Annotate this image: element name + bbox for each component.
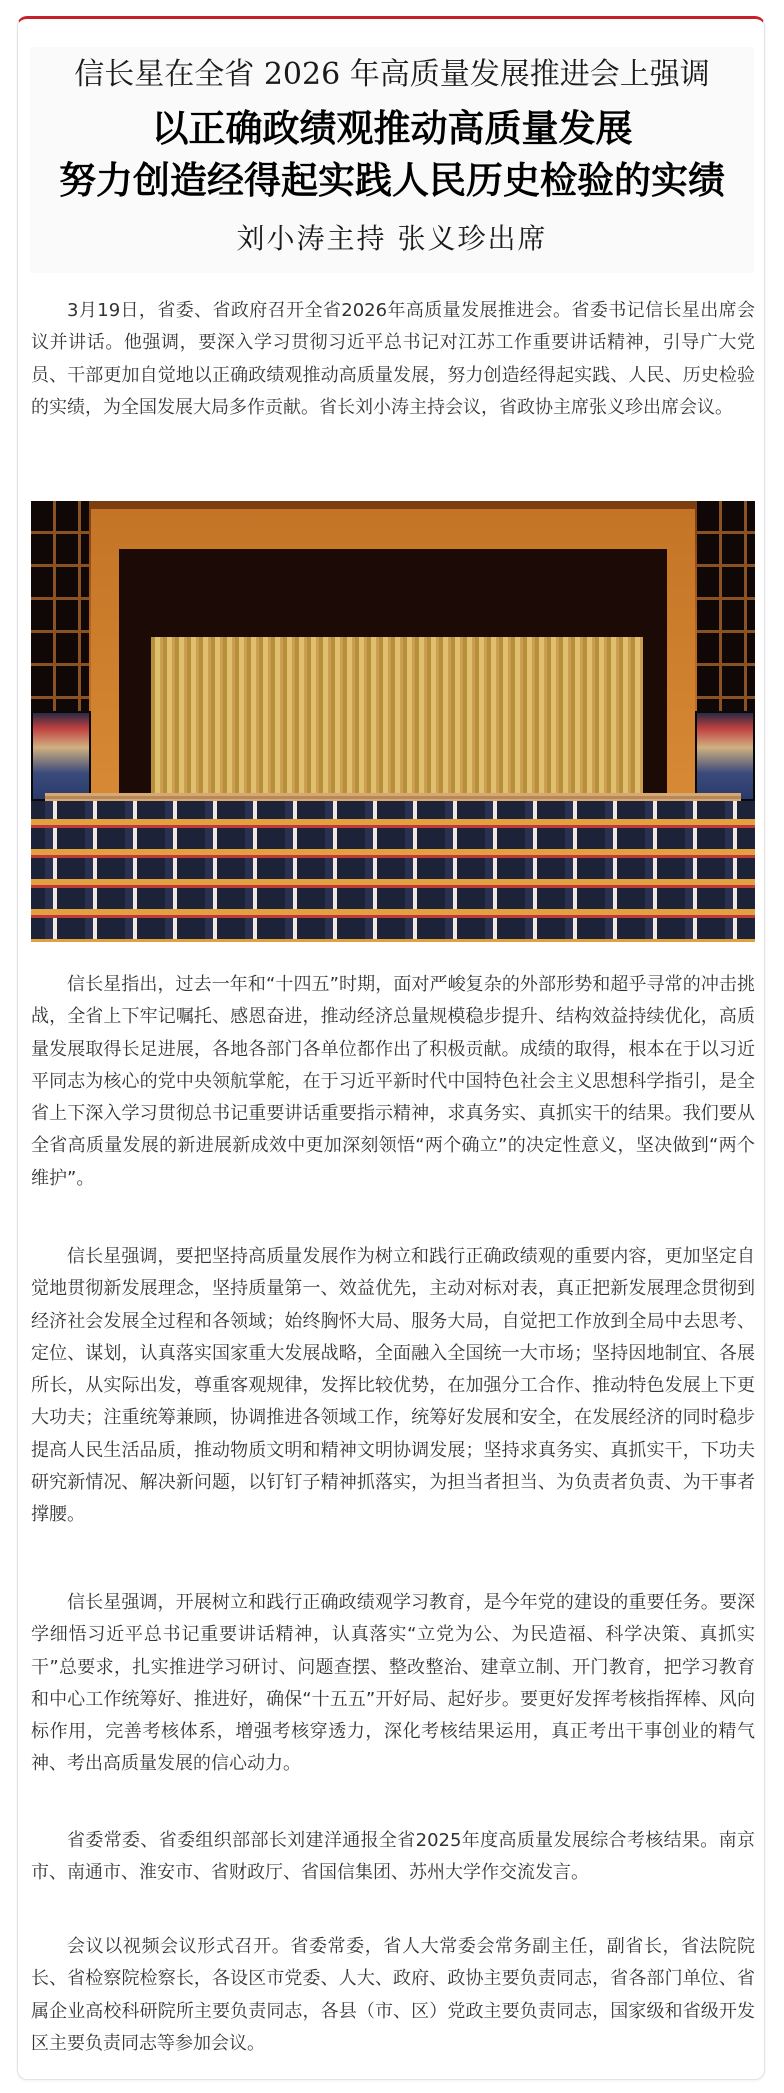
paragraph-5: 省委常委、省委组织部部长刘建洋通报全省2025年度高质量发展综合考核结果。南京市、南通市、淮安市、省财政厅、省国信集团、苏州大学作交流发言。 (31, 1830, 755, 1884)
photo-screen-left (31, 711, 91, 801)
photo-audience-rows (31, 801, 755, 942)
paragraph-2: 信长星指出，过去一年和“十四五”时期，面对严峻复杂的外部形势和超乎寻常的冲击挑战，全省上下牢记嘱托、感恩奋进，推动经济总量规模稳步提升、结构效益持续优化，高质量发展取得长足进展，各地各部门各单位都作出了积极贡献。成绩的取得，根本在于以习近平同志为核心的党中央领航掌舵，在于习近平新时代中国特色社会主义思想科学指引，是全省上下深入学习贯彻总书记重要讲话重要指示精神，求真务实、真抓实干的结果。我们要从全省高质量发展的新进展新成效中更加深刻领悟“两个确立”的决定性意义，坚决做到“两个维护”。 (31, 974, 755, 1189)
paragraph-6: 会议以视频会议形式召开。省委常委，省人大常委会常务副主任，副省长，省法院院长、省检察院检察长，各设区市党委、人大、政府、政协主要负责同志，省各部门单位、省属企业高校科研院所主要负责同志，各县（市、区）党政主要负责同志，国家级和省级开发区主要负责同志等参加会议。 (31, 1936, 755, 2054)
conference-hall-photo (31, 501, 755, 942)
headline-banner (30, 47, 754, 273)
photo-screen-right (695, 711, 755, 801)
paragraph-intro: 3月19日，省委、省政府召开全省2026年高质量发展推进会。省委书记信长星出席会议并讲话。他强调，要深入学习贯彻习近平总书记对江苏工作重要讲话精神，引导广大党员、干部更加自觉地以正确政绩观推动高质量发展，努力创造经得起实践、人民、历史检验的实绩，为全国发展大局多作贡献。省长刘小涛主持会议，省政协主席张义珍出席会议。 (31, 300, 755, 418)
article-card (17, 16, 765, 2080)
paragraph-3: 信长星强调，要把坚持高质量发展作为树立和践行正确政绩观的重要内容，更加坚定自觉地贯彻新发展理念，坚持质量第一、效益优先，主动对标对表，真正把新发展理念贯彻到经济社会发展全过程和各领域；始终胸怀大局、服务大局，自觉把工作放到全局中去思考、定位、谋划，认真落实国家重大发展战略，全面融入全国统一大市场；坚持因地制宜、各展所长，从实际出发，尊重客观规律，发挥比较优势，在加强分工合作、推动特色发展上下更大功夫；注重统筹兼顾，协调推进各领域工作，统筹好发展和安全，在发展经济的同时稳步提高人民生活品质，推动物质文明和精神文明协调发展；坚持求真务实、真抓实干，下功夫研究新情况、解决新问题，以钉钉子精神抓落实，为担当者担当、为负责者负责、为干事者撑腰。 (31, 1246, 755, 1526)
headline-title-line2: 努力创造经得起实践人民历史检验的实绩 (59, 161, 725, 202)
headline-byline: 刘小涛主持 张义珍出席 (236, 222, 548, 255)
headline-title-line1: 以正确政绩观推动高质量发展 (151, 109, 633, 150)
paragraph-4: 信长星强调，开展树立和践行正确政绩观学习教育，是今年党的建设的重要任务。要深学细悟习近平总书记重要讲话精神，认真落实“立党为公、为民造福、科学决策、真抓实干”总要求，扎实推进学习研讨、问题查摆、整改整治、建章立制、开门教育，把学习教育和中心工作统筹好、推进好，确保“十五五”开好局、起好步。要更好发挥考核指挥棒、风向标作用，完善考核体系，增强考核穿透力，深化考核结果运用，真正考出干事创业的精气神、考出高质量发展的信心动力。 (31, 1592, 755, 1775)
headline-kicker: 信长星在全省 2026 年高质量发展推进会上强调 (74, 57, 710, 92)
